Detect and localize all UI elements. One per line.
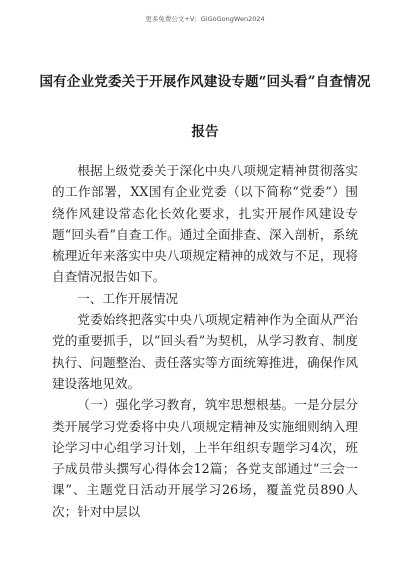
section-heading: 一、工作开展情况 [77, 290, 178, 306]
document-title-continuation: 报告 [191, 124, 219, 140]
subsection-paragraph: （一）强化学习教育，筑牢思想根基。一是分层分类开展学习党委将中央八项规定精神及实施细则纳入理论学习中心组学习计划，上半年组织专题学习4次，班子成员带头撰写心得体会12篇；各党支部通过“三会一课”、主题党日活动开展学习26场，覆盖党员890人次；针对中层以 [52, 397, 358, 519]
section-paragraph: 党委始终把落实中央八项规定精神作为全面从严治党的重要抓手，以“回头看”为契机，从学习教育、制度执行、问题整治、责任落实等方面统筹推进，确保作风建设落地见效。 [52, 312, 358, 391]
document-body [52, 160, 358, 522]
intro-paragraph: 根据上级党委关于深化中央八项规定精神贯彻落实的工作部署，XX国有企业党委（以下简称“党委”）围绕作风建设常态化长效化要求，扎实开展作风建设专题“回头看”自查工作。通过全面排查、深入剖析，系统梳理近年来落实中央八项规定精神的成效与不足，现将自查情况报告如下。 [52, 163, 358, 285]
header-note: 更多免费公文+V：GiGoGongWen2024 [145, 15, 265, 23]
document-title: 国有企业党委关于开展作风建设专题“回头看”自查情况 [39, 74, 371, 90]
